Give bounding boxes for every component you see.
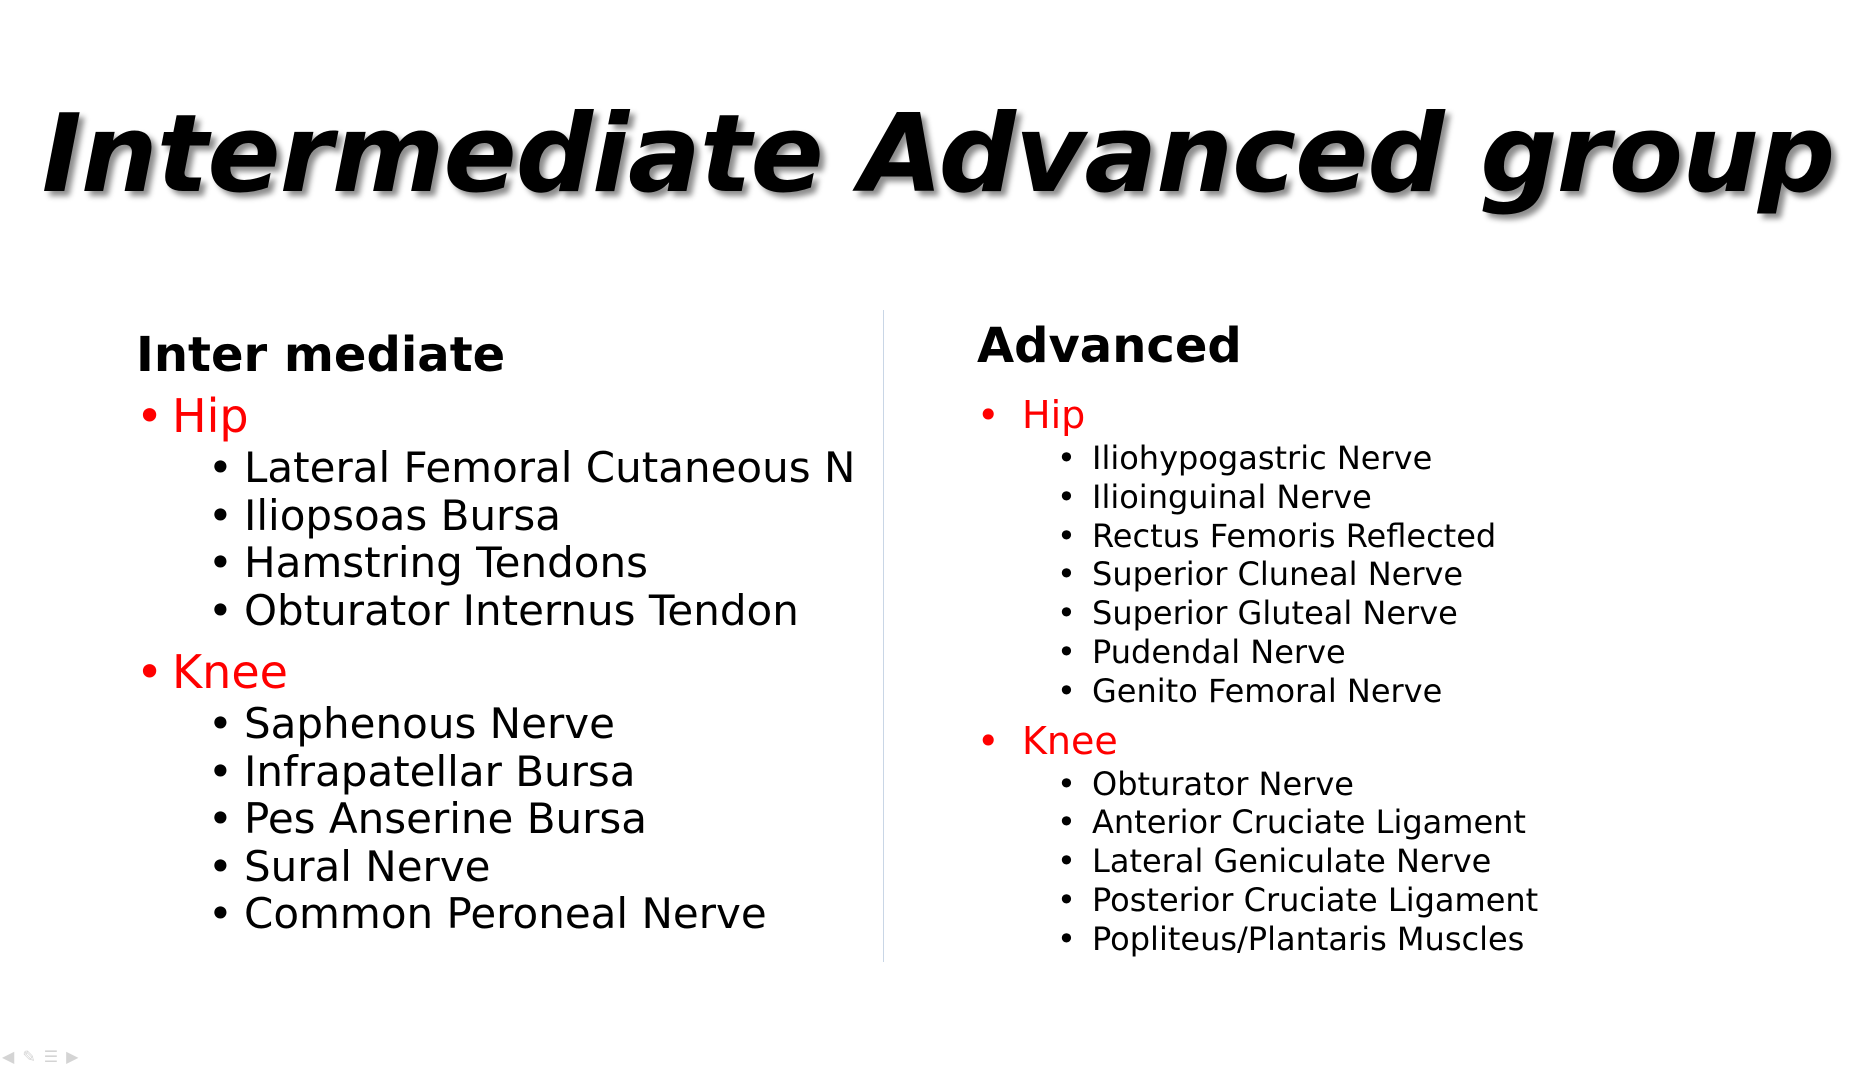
bullet-icon: •	[1057, 632, 1076, 671]
bullet-icon: •	[208, 699, 233, 748]
column-divider	[883, 310, 884, 962]
bullet-icon: •	[208, 490, 233, 540]
previous-icon[interactable]: ◀	[2, 1047, 23, 1066]
list-item: • Iliopsoas Bursa	[208, 490, 561, 540]
list-item: • Common Peroneal Nerve	[208, 889, 767, 938]
list-item: • Obturator Nerve	[1057, 764, 1354, 803]
knee-list	[977, 765, 1697, 959]
bullet-icon: •	[1057, 764, 1076, 803]
advanced-hip-section	[977, 391, 1697, 711]
knee-list	[136, 700, 856, 938]
bullet-icon: •	[1057, 555, 1076, 594]
list-item: • Superior Cluneal Nerve	[1057, 555, 1464, 594]
bullet-icon: •	[208, 443, 233, 492]
intermediate-knee-section	[136, 644, 856, 938]
list-item: • Anterior Cruciate Ligament	[1057, 803, 1526, 842]
bullet-icon: •	[208, 794, 233, 843]
bullet-icon: •	[1057, 880, 1076, 919]
intermediate-hip-section	[136, 388, 856, 634]
bullet-icon: •	[1057, 919, 1076, 958]
list-item: • Popliteus/Plantaris Muscles	[1057, 919, 1525, 958]
list-item: • Posterior Cruciate Ligament	[1057, 880, 1539, 919]
bullet-icon: •	[208, 746, 233, 796]
next-icon[interactable]: ▶	[66, 1047, 87, 1066]
bullet-icon: •	[1057, 477, 1076, 516]
advanced-heading: Advanced	[977, 318, 1242, 374]
bullet-icon: •	[977, 393, 1000, 437]
slideshow-toolbar	[2, 1047, 86, 1066]
list-item: • Obturator Internus Tendon	[208, 585, 799, 635]
list-item: • Pudendal Nerve	[1057, 632, 1346, 671]
hip-list	[977, 439, 1697, 711]
intermediate-column	[136, 322, 856, 938]
bullet-icon: •	[1057, 803, 1076, 842]
list-item: • Ilioinguinal Nerve	[1057, 477, 1372, 516]
list-item: • Hamstring Tendons	[208, 538, 648, 587]
section-label-hip: • Hip	[136, 389, 249, 443]
bullet-icon: •	[1057, 439, 1076, 477]
section-label-hip: • Hip	[977, 393, 1086, 437]
list-item: • Lateral Femoral Cutaneous N	[208, 443, 856, 492]
bullet-icon: •	[208, 538, 233, 587]
list-item: • Infrapatellar Bursa	[208, 746, 636, 796]
list-item: • Superior Gluteal Nerve	[1057, 594, 1458, 633]
bullet-icon: •	[136, 389, 164, 443]
list-item: • Iliohypogastric Nerve	[1057, 439, 1433, 477]
bullet-icon: •	[1057, 516, 1076, 555]
list-item: • Rectus Femoris Reflected	[1057, 516, 1497, 555]
advanced-knee-section	[977, 717, 1697, 959]
bullet-icon: •	[1057, 671, 1076, 710]
advanced-column	[977, 313, 1697, 959]
hip-list	[136, 444, 856, 634]
bullet-icon: •	[208, 889, 233, 938]
pen-icon[interactable]: ✎	[22, 1047, 44, 1066]
bullet-icon: •	[208, 841, 233, 891]
bullet-icon: •	[208, 585, 233, 635]
bullet-icon: •	[1057, 594, 1076, 633]
list-item: • Genito Femoral Nerve	[1057, 671, 1443, 710]
list-item: • Saphenous Nerve	[208, 699, 615, 748]
list-item: • Lateral Geniculate Nerve	[1057, 842, 1492, 881]
list-item: • Sural Nerve	[208, 841, 491, 891]
bullet-icon: •	[977, 718, 1000, 763]
slide-title: Intermediate Advanced group	[41, 92, 1835, 217]
menu-icon[interactable]: ☰	[43, 1047, 67, 1066]
intermediate-heading: Inter mediate	[136, 327, 506, 383]
list-item: • Pes Anserine Bursa	[208, 794, 648, 843]
section-label-knee: • Knee	[136, 645, 288, 699]
section-label-knee: • Knee	[977, 718, 1118, 763]
bullet-icon: •	[1057, 842, 1076, 881]
bullet-icon: •	[136, 645, 164, 699]
